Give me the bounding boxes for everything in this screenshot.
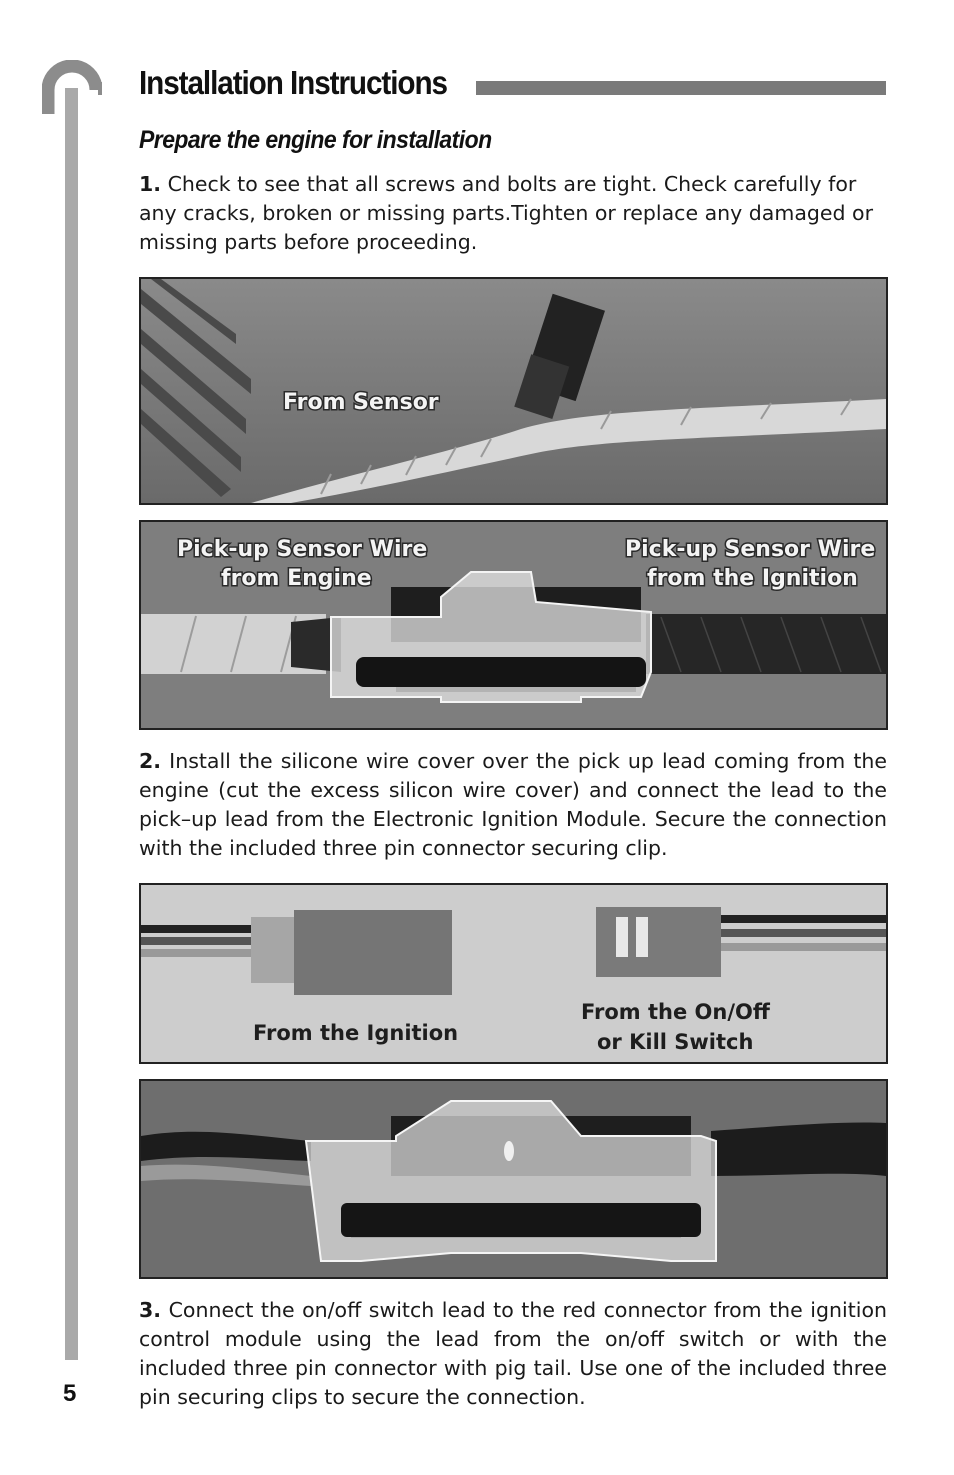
photo-ignition-and-switch-connectors <box>139 883 888 1064</box>
section-subtitle: Prepare the engine for installation <box>139 126 492 154</box>
title-rule <box>476 81 886 95</box>
caption-from-sensor: From Sensor <box>283 390 439 415</box>
step-2-number: 2. <box>139 749 162 773</box>
caption-from-the-ignition: From the Ignition <box>253 1021 459 1045</box>
step-1-number: 1. <box>139 172 162 196</box>
caption-pickup-from-ignition-line1: Pick-up Sensor Wire <box>625 537 876 562</box>
page-title: Installation Instructions <box>139 64 447 101</box>
step-3-number: 3. <box>139 1298 162 1322</box>
photo-connected-securing-clip <box>139 1079 888 1279</box>
step-2-text: Install the silicone wire cover over the pick up lead coming from the engine (cut the excess silicon wire cover) and connect the lead to the pick–up lead from the Electronic Ignition Module. Secure the connection with the included three pin connector securing clip. <box>139 749 887 860</box>
step-3-paragraph <box>139 1296 887 1412</box>
step-1-paragraph <box>139 170 887 257</box>
caption-pickup-from-engine-line2: from Engine <box>221 566 372 591</box>
photo-from-sensor <box>139 277 888 505</box>
photo-pickup-sensor-clip <box>139 520 888 730</box>
sidebar-bar <box>65 88 78 1360</box>
caption-from-on-off-line1: From the On/Off <box>581 1000 770 1024</box>
step-2-paragraph <box>139 747 887 863</box>
section-hook-icon <box>42 60 102 116</box>
caption-from-on-off-line2: or Kill Switch <box>597 1030 754 1054</box>
step-3-text: Connect the on/off switch lead to the red connector from the ignition control module using the lead from the on/off switch or with the included three pin connector with pig tail. Use one of the included three pin securing clips to secure the connection. <box>139 1298 887 1409</box>
step-1-text: Check to see that all screws and bolts are tight. Check carefully for any cracks, broken or missing parts.Tighten or replace any damaged or missing parts before proceeding. <box>139 172 874 254</box>
caption-pickup-from-engine-line1: Pick-up Sensor Wire <box>177 537 428 562</box>
page-number: 5 <box>63 1380 77 1407</box>
caption-pickup-from-ignition-line2: from the Ignition <box>647 566 858 591</box>
